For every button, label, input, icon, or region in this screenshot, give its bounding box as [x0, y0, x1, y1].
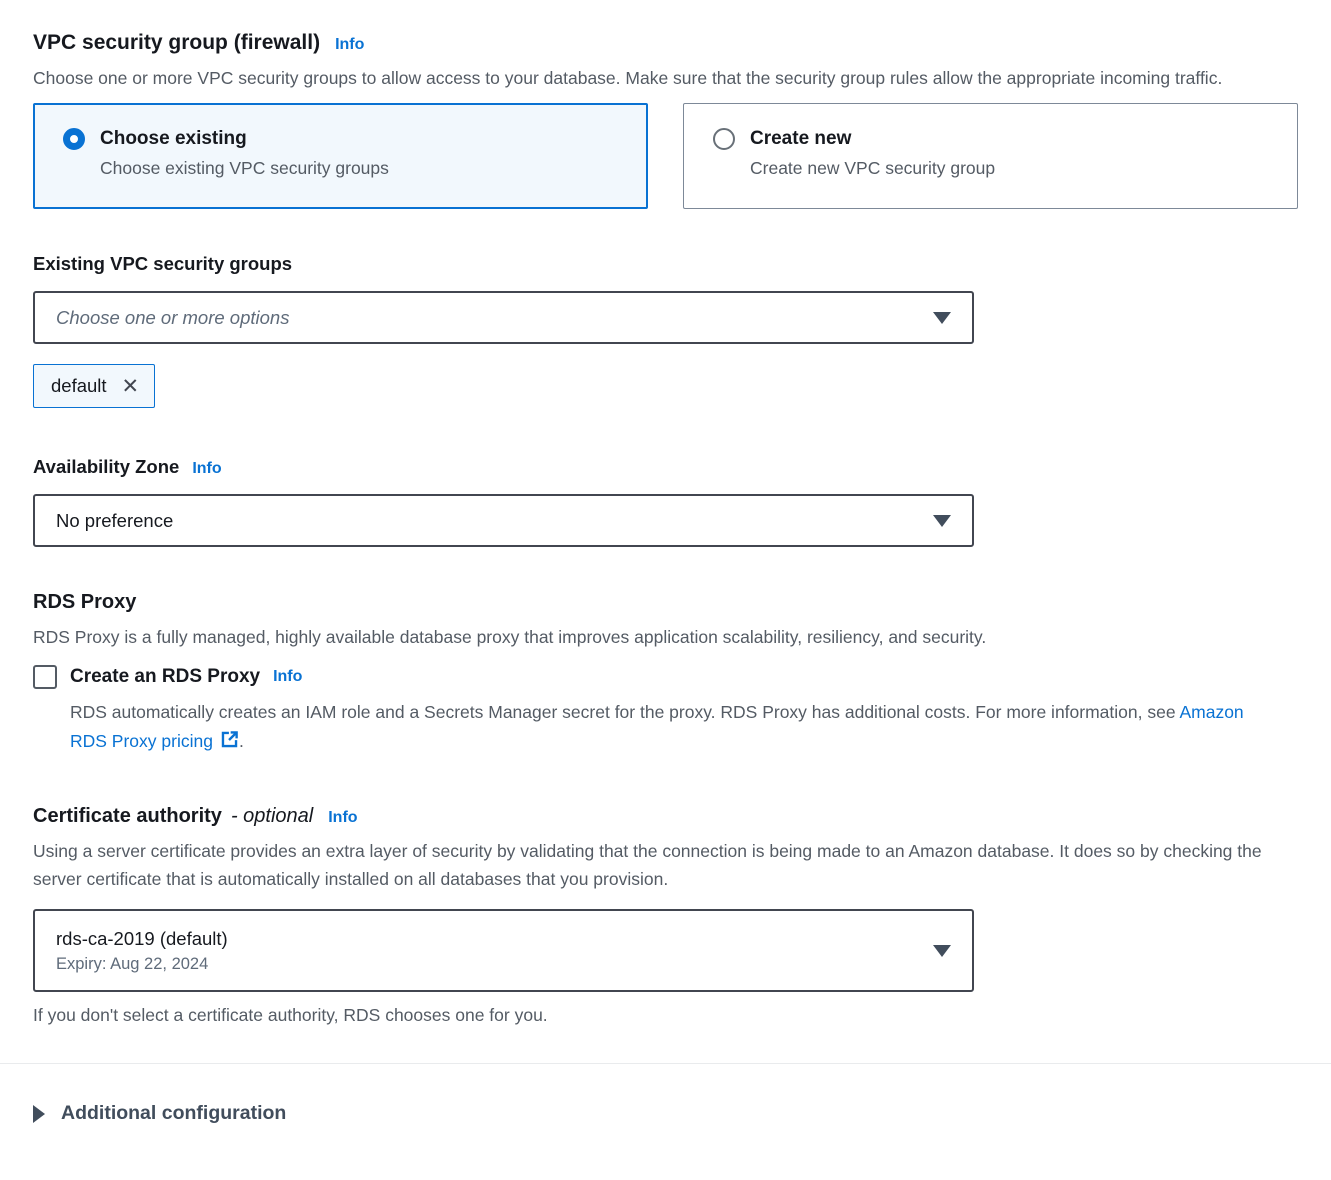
rds-proxy-title: RDS Proxy — [33, 591, 137, 613]
certificate-authority-title — [33, 805, 313, 828]
certificate-authority-title-text: Certificate authority — [33, 805, 222, 827]
token-remove-icon[interactable]: ✕ — [121, 374, 140, 398]
certificate-authority-expiry: Expiry: Aug 22, 2024 — [56, 954, 209, 973]
availability-zone-section — [33, 456, 1298, 547]
certificate-authority-info-link[interactable]: Info — [328, 809, 358, 826]
choose-existing-label: Choose existing — [100, 128, 247, 149]
existing-vpc-groups-placeholder: Choose one or more options — [56, 306, 290, 328]
choose-existing-description: Choose existing VPC security groups — [100, 158, 389, 178]
certificate-authority-value: rds-ca-2019 (default) — [56, 927, 228, 949]
availability-zone-value: No preference — [56, 509, 174, 531]
rds-proxy-help-after: . — [238, 731, 244, 751]
vpc-security-group-choice-cards — [33, 103, 1298, 209]
radio-selected-icon[interactable] — [63, 128, 85, 150]
create-rds-proxy-checkbox[interactable] — [33, 665, 57, 689]
choose-existing-row — [63, 128, 627, 150]
create-rds-proxy-label: Create an RDS Proxy — [70, 666, 261, 687]
rds-proxy-info-link[interactable]: Info — [273, 668, 303, 685]
existing-vpc-groups-section — [33, 253, 1298, 408]
rds-proxy-section — [33, 591, 1298, 756]
section-divider — [0, 1063, 1331, 1064]
vpc-security-group-description: Choose one or more VPC security groups to allow access to your database. Make sure that the security group rules allow the appropriate incoming traffic. — [33, 68, 1223, 88]
create-new-description: Create new VPC security group — [750, 158, 996, 178]
rds-proxy-description: RDS Proxy is a fully managed, highly available database proxy that improves application scalability, resiliency, and security. — [33, 627, 987, 647]
vpc-security-group-section — [33, 31, 1298, 209]
create-new-label: Create new — [750, 128, 852, 149]
security-group-token-default — [33, 364, 155, 408]
create-rds-proxy-checkbox-row — [33, 665, 1298, 689]
certificate-authority-optional-suffix: - optional — [230, 805, 314, 827]
availability-zone-label: Availability Zone — [33, 456, 180, 477]
radio-unselected-icon[interactable] — [713, 128, 735, 150]
certificate-authority-helper-text: If you don't select a certificate authority, RDS chooses one for you. — [33, 1005, 548, 1025]
availability-zone-header — [33, 456, 1298, 478]
certificate-authority-description: Using a server certificate provides an extra layer of security by validating that the connection is being made to an Amazon database. It does so by checking the server certificate that is automatically installed on all databases that you provision. — [33, 841, 1262, 889]
dropdown-caret-icon — [933, 515, 951, 527]
choose-existing-option-card[interactable] — [33, 103, 648, 209]
create-new-row — [713, 128, 1277, 150]
dropdown-caret-icon — [933, 945, 951, 957]
additional-configuration-expander[interactable] — [33, 1102, 1298, 1125]
token-label: default — [51, 375, 107, 396]
certificate-authority-select[interactable] — [33, 909, 974, 992]
certificate-authority-section — [33, 805, 1298, 1026]
availability-zone-select[interactable] — [33, 494, 974, 547]
additional-configuration-label: Additional configuration — [61, 1102, 287, 1124]
create-new-option-card[interactable] — [683, 103, 1298, 209]
rds-proxy-pricing-link-label: Amazon RDS Proxy pricing — [70, 702, 1244, 751]
external-link-icon — [220, 730, 239, 749]
existing-vpc-groups-label: Existing VPC security groups — [33, 253, 293, 274]
existing-vpc-groups-select[interactable] — [33, 291, 974, 344]
certificate-authority-header — [33, 805, 1298, 828]
rds-proxy-help-text — [70, 698, 1270, 756]
vpc-security-group-header — [33, 31, 1298, 55]
availability-zone-info-link[interactable]: Info — [192, 460, 222, 477]
vpc-security-group-title: VPC security group (firewall) — [33, 31, 321, 54]
rds-proxy-help-before: RDS automatically creates an IAM role and a Secrets Manager secret for the proxy. RDS Proxy has additional costs. For more information, see — [70, 702, 1180, 722]
expander-caret-icon — [33, 1105, 45, 1123]
dropdown-caret-icon — [933, 312, 951, 324]
vpc-security-group-info-link[interactable]: Info — [335, 36, 365, 53]
